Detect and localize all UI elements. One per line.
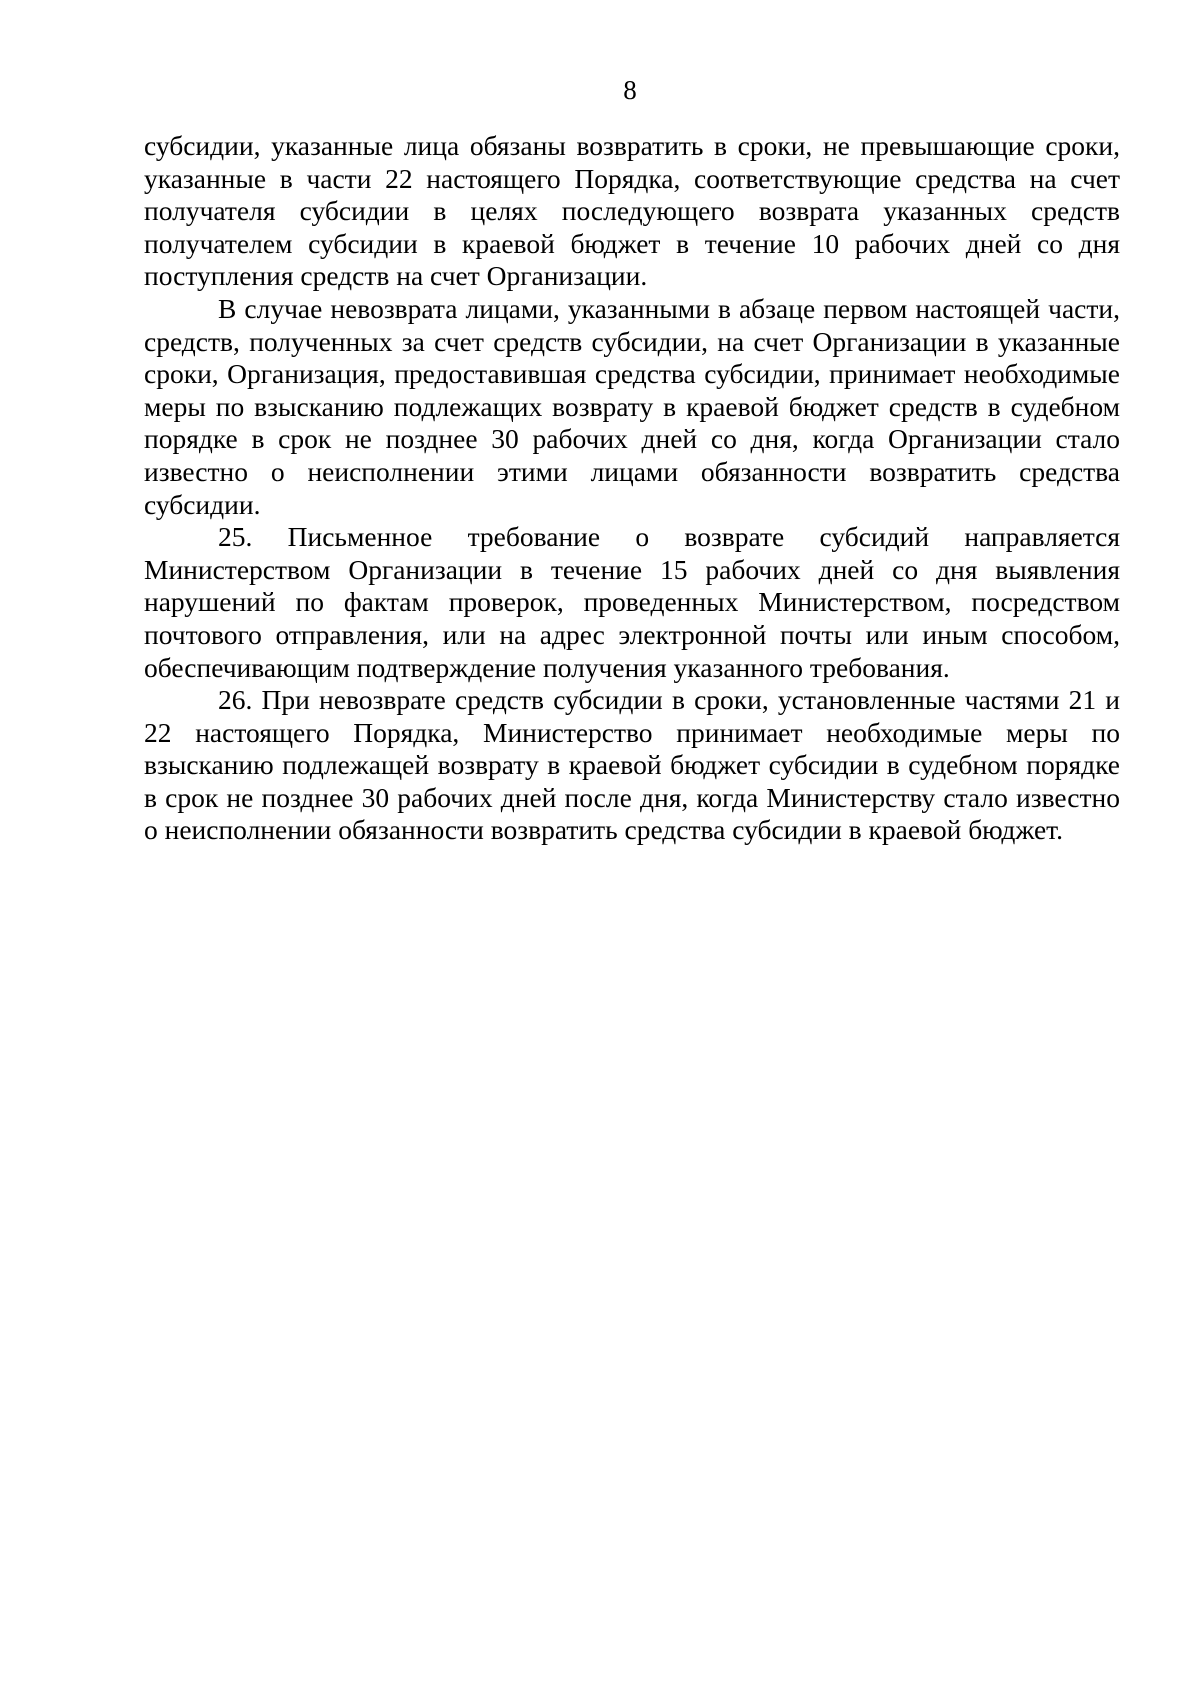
page-number: 8 bbox=[623, 75, 637, 105]
paragraph-nonreturn-by-persons: В случае невозврата лицами, указанными в абзаце первом настоящей части, средств, полученных за счет средств субсидии, на счет Организации в указанные сроки, Организация, предоставившая средства субсидии, принимает необходимые меры по взысканию подлежащих возврату в краевой бюджет средств в судебном порядке в срок не позднее 30 рабочих дней со дня, когда Организации стало известно о неисполнении этими лицами обязанности возвратить средства субсидии. bbox=[144, 292, 1120, 520]
document-body bbox=[144, 130, 1120, 847]
paragraph-26: 26. При невозврате средств субсидии в сроки, установленные частями 21 и 22 настоящего Порядка, Министерство принимает необходимые меры по взысканию подлежащей возврату в краевой бюджет субсидии в судебном порядке в срок не позднее 30 рабочих дней после дня, когда Министерству стало известно о неисполнении обязанности возвратить средства субсидии в краевой бюджет. bbox=[144, 684, 1120, 846]
paragraph-25: 25. Письменное требование о возврате субсидий направляется Министерством Организации в течение 15 рабочих дней со дня выявления нарушений по фактам проверок, проведенных Министерством, посредством почтового отправления, или на адрес электронной почты или иным способом, обеспечивающим подтверждение получения указанного требования. bbox=[144, 521, 1120, 683]
paragraph-continuation: субсидии, указанные лица обязаны возвратить в сроки, не превышающие сроки, указанные в части 22 настоящего Порядка, соответствующие средства на счет получателя субсидии в целях последующего возврата указанных средств получателем субсидии в краевой бюджет в течение 10 рабочих дней со дня поступления средств на счет Организации. bbox=[144, 130, 1120, 292]
